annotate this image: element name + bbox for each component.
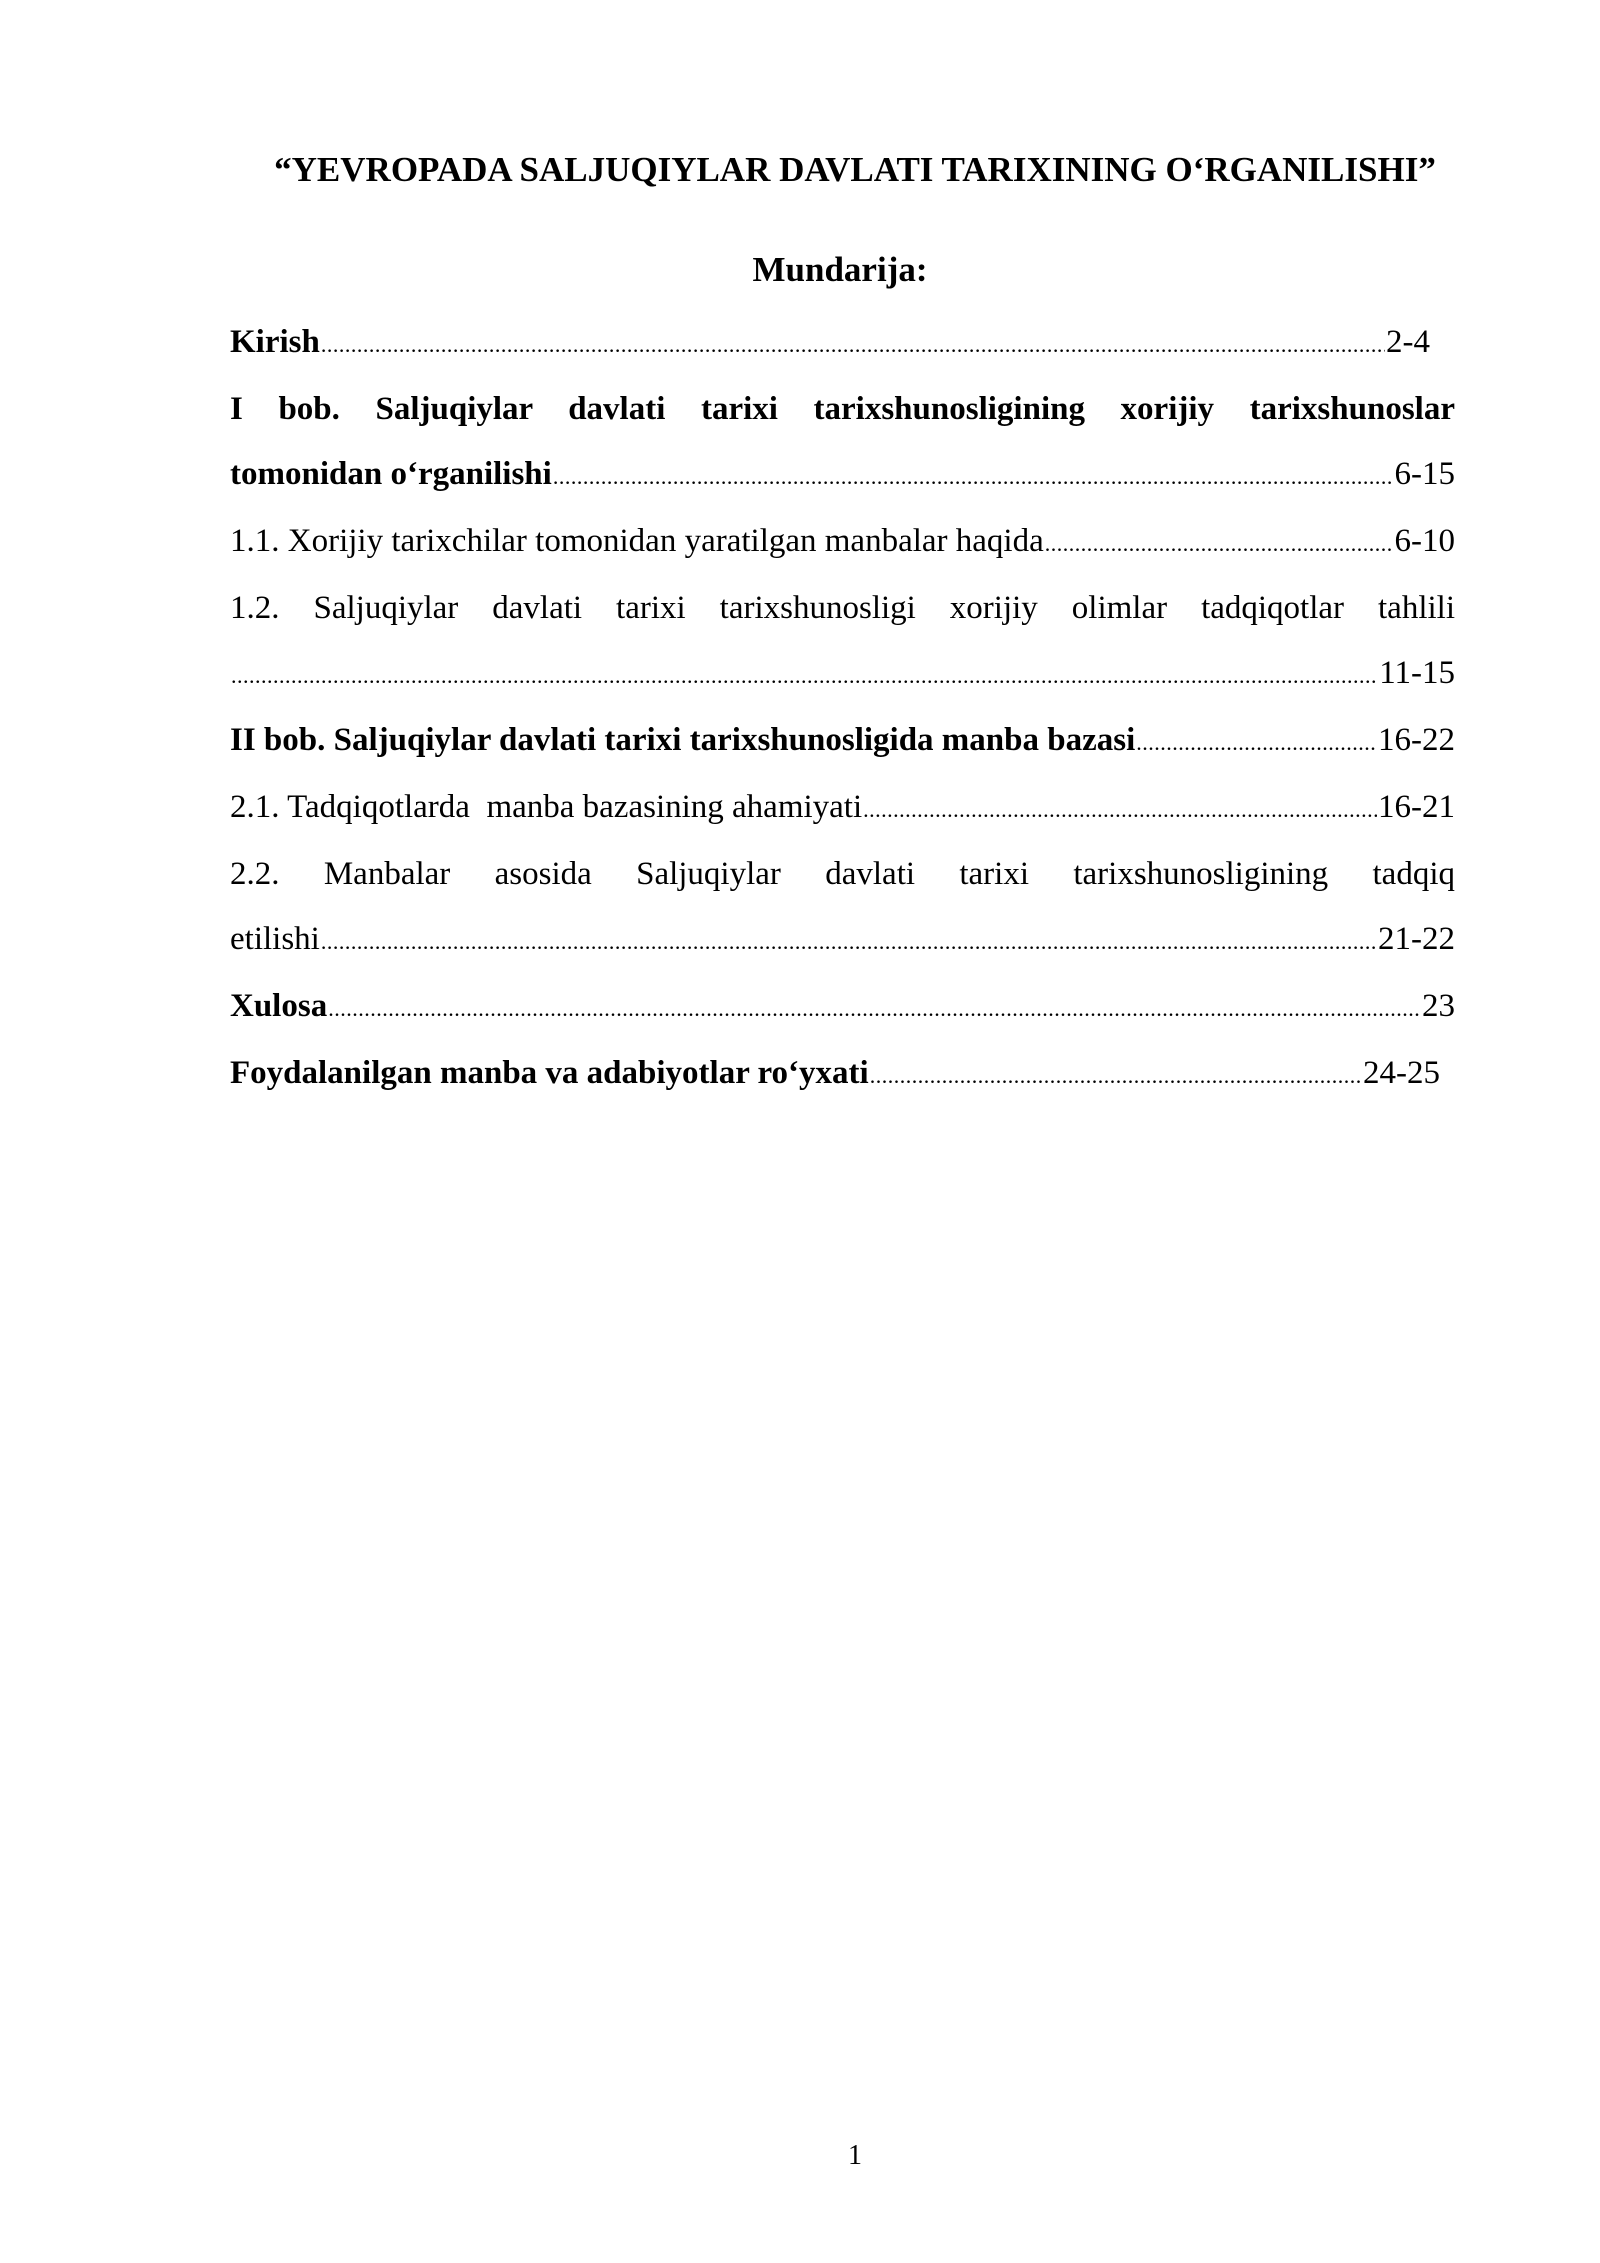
toc-entry-pages: 6-10 (1394, 523, 1455, 559)
toc-entry-title: Foydalanilgan manba va adabiyotlar ro‘yxati (230, 1055, 869, 1091)
toc-entry-title-line1: I bob. Saljuqiylar davlati tarixi tarixshunosligining xorijiy tarixshunoslar (230, 391, 1455, 427)
toc-entry-section-2-1 (230, 775, 1455, 842)
toc-leader-dots (321, 312, 1385, 377)
toc-entry-title-line1: 1.2. Saljuqiylar davlati tarixi tarixshunosligi xorijiy olimlar tadqiqotlar tahlili (230, 590, 1455, 626)
toc-heading: Mundarija: (752, 250, 928, 289)
toc-entry-pages: 2-4 (1386, 324, 1430, 360)
toc-leader-dots (863, 777, 1377, 842)
toc-leader-dots (328, 976, 1421, 1041)
toc-entry-section-1-2 (230, 576, 1455, 708)
toc-entry-section-1-1 (230, 509, 1455, 576)
toc-entry-title: 1.1. Xorijiy tarixchilar tomonidan yaratilgan manbalar haqida (230, 523, 1044, 559)
table-of-contents (230, 310, 1455, 1108)
toc-entry-title: 2.1. Tadqiqotlarda manba bazasining ahamiyati (230, 789, 863, 825)
toc-entry-section-2-2 (230, 842, 1455, 974)
document-title: “YEVROPADA SALJUQIYLAR DAVLATI TARIXINING O‘RGANILISHI” (274, 150, 1436, 189)
toc-entry-pages: 16-22 (1378, 722, 1455, 758)
page-number: 1 (848, 2140, 862, 2171)
toc-entry-pages: 6-15 (1394, 456, 1455, 492)
toc-leader-dots (231, 643, 1378, 708)
toc-entry-pages: 11-15 (1379, 655, 1455, 691)
toc-entry-title-line2: tomonidan o‘rganilishi (230, 456, 552, 492)
toc-leader-dots (1136, 710, 1377, 775)
toc-leader-dots (870, 1043, 1362, 1108)
toc-entry-pages: 21-22 (1378, 921, 1455, 957)
toc-entry-pages: 16-21 (1378, 789, 1455, 825)
toc-leader-dots (1045, 511, 1394, 576)
toc-entry-pages: 23 (1422, 988, 1455, 1024)
toc-entry-title-line2: etilishi (230, 921, 320, 957)
toc-entry-title: Kirish (230, 324, 320, 360)
toc-entry-chapter-1 (230, 377, 1455, 509)
toc-leader-dots (553, 444, 1394, 509)
toc-entry-bibliography (230, 1041, 1455, 1108)
toc-entry-introduction (230, 310, 1455, 377)
toc-leader-dots (321, 909, 1377, 974)
toc-entry-conclusion (230, 974, 1455, 1041)
toc-entry-title-line1: 2.2. Manbalar asosida Saljuqiylar davlati tarixi tarixshunosligining tadqiq (230, 856, 1455, 892)
toc-entry-title: II bob. Saljuqiylar davlati tarixi tarixshunosligida manba bazasi (230, 722, 1136, 758)
toc-entry-title: Xulosa (230, 988, 328, 1024)
toc-entry-pages: 24-25 (1363, 1055, 1440, 1091)
toc-entry-chapter-2 (230, 708, 1455, 775)
